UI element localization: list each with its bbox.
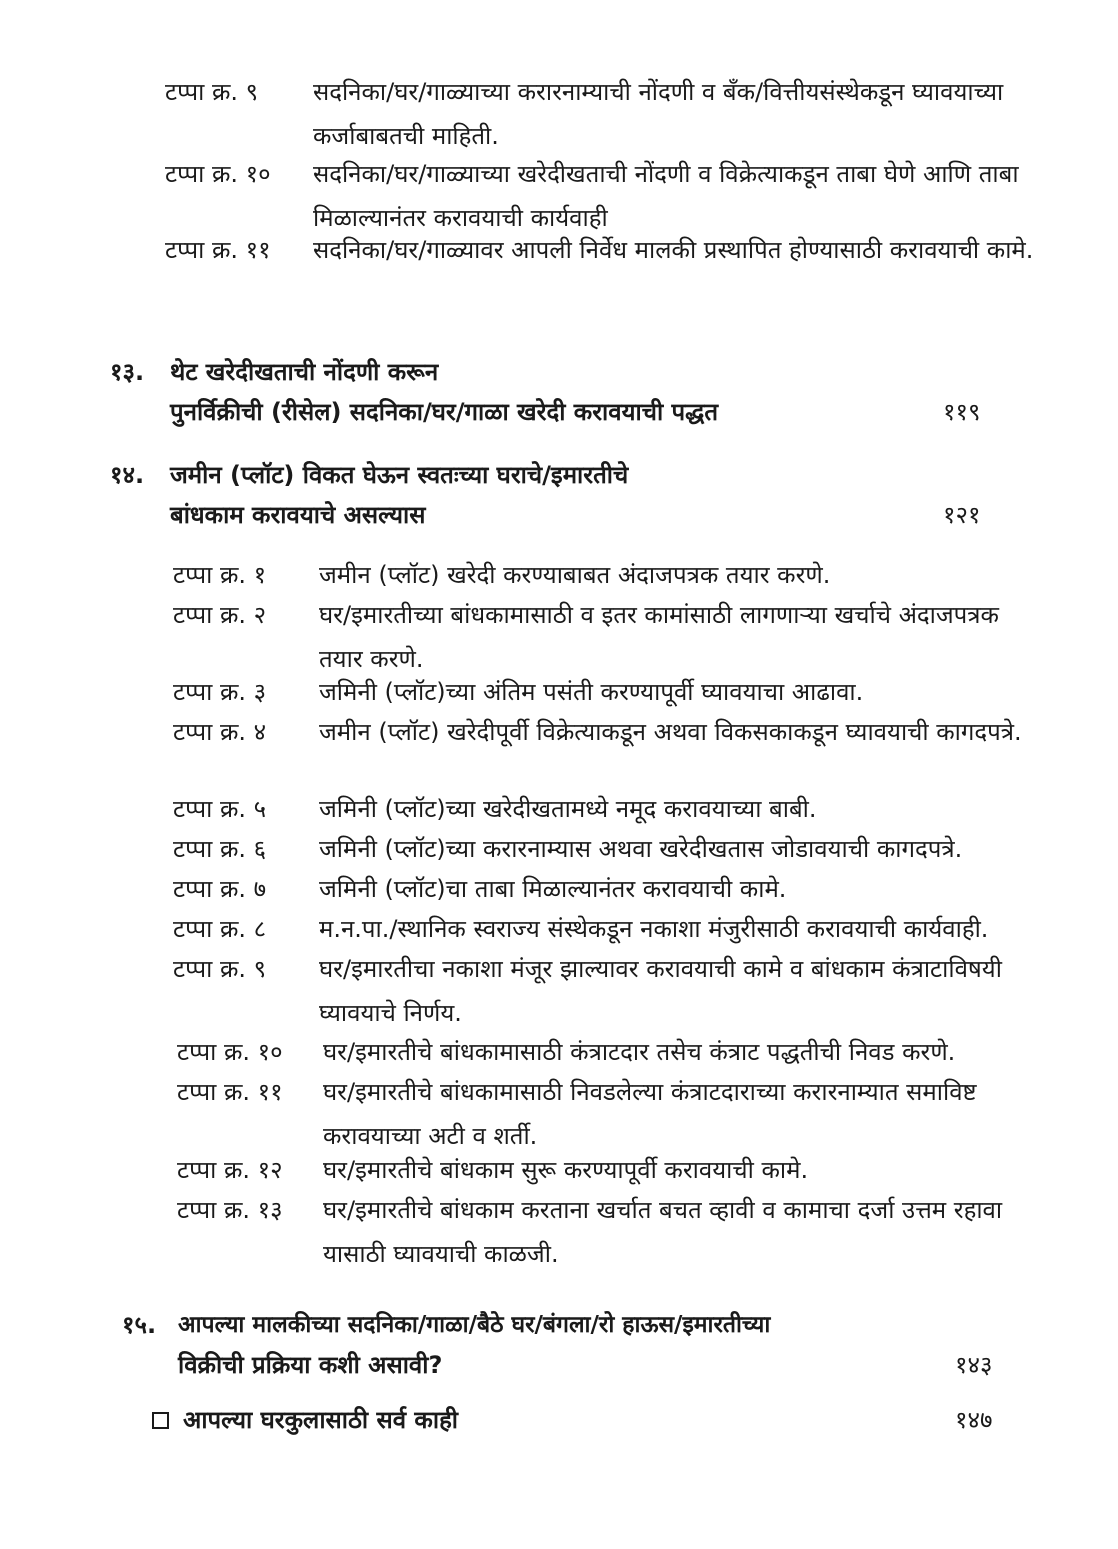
section-number: १३. [110, 358, 145, 386]
step-item [173, 787, 1043, 831]
step-label: टप्पा क्र. ११ [177, 1078, 283, 1106]
page-number: १२१ [943, 501, 981, 529]
step-text: सदनिका/घर/गाळ्याच्या करारनाम्याची नोंदणी व बँक/वित्तीयसंस्थेकडून घ्यावयाच्या कर्जाबाबतची माहिती. [313, 78, 1004, 150]
step-label: टप्पा क्र. ९ [165, 78, 259, 106]
page-number: १४७ [955, 1406, 993, 1434]
step-label: टप्पा क्र. १० [165, 160, 271, 188]
step-item [165, 228, 1040, 272]
step-label: टप्पा क्र. ११ [165, 236, 271, 264]
step-item [177, 1188, 1043, 1276]
section-number: १४. [110, 461, 145, 489]
step-item [173, 593, 1043, 681]
step-text: घर/इमारतीचे बांधकामासाठी कंत्राटदार तसेच कंत्राट पद्धतीची निवड करणे. [323, 1038, 956, 1066]
step-label: टप्पा क्र. ६ [173, 835, 267, 863]
section-15 [122, 1305, 1012, 1385]
step-item [173, 553, 1043, 597]
step-text: घर/इमारतीच्या बांधकामासाठी व इतर कामांसाठी लागणाऱ्या खर्चाचे अंदाजपत्रक तयार करणे. [319, 601, 999, 673]
step-label: टप्पा क्र. २ [173, 601, 267, 629]
step-item [173, 710, 1043, 754]
step-item [165, 152, 1040, 240]
step-text: जमीन (प्लॉट) खरेदी करण्याबाबत अंदाजपत्रक तयार करणे. [319, 561, 831, 589]
step-text: जमिनी (प्लॉट)चा ताबा मिळाल्यानंतर करावयाची कामे. [319, 875, 787, 903]
step-label: टप्पा क्र. १ [173, 561, 267, 589]
section-title-line1: थेट खरेदीखताची नोंदणी करून [170, 358, 439, 386]
step-item [173, 947, 1043, 1035]
section-number: १५. [122, 1311, 157, 1339]
section-title-line1: जमीन (प्लॉट) विकत घेऊन स्वतःच्या घराचे/इमारतीचे [170, 461, 629, 489]
step-item [173, 827, 1043, 871]
step-label: टप्पा क्र. ७ [173, 875, 267, 903]
step-label: टप्पा क्र. १२ [177, 1156, 283, 1184]
step-item [177, 1030, 1043, 1074]
step-item [173, 907, 1043, 951]
step-text: जमिनी (प्लॉट)च्या अंतिम पसंती करण्यापूर्वी घ्यावयाचा आढावा. [319, 678, 864, 706]
step-item [173, 867, 1043, 911]
step-label: टप्पा क्र. ९ [173, 955, 267, 983]
step-item [177, 1148, 1043, 1192]
step-label: टप्पा क्र. ८ [173, 915, 267, 943]
step-text: म.न.पा./स्थानिक स्वराज्य संस्थेकडून नकाशा मंजुरीसाठी करावयाची कार्यवाही. [319, 915, 989, 943]
bullet-item [152, 1400, 1012, 1440]
section-title-line1: आपल्या मालकीच्या सदनिका/गाळा/बैठे घर/बंगला/रो हाऊस/इमारतीच्या [178, 1312, 771, 1338]
step-label: टप्पा क्र. ३ [173, 678, 267, 706]
step-text: सदनिका/घर/गाळ्यावर आपली निर्वेध मालकी प्रस्थापित होण्यासाठी करावयाची कामे. [313, 236, 1034, 264]
step-label: टप्पा क्र. ५ [173, 795, 267, 823]
step-label: टप्पा क्र. १३ [177, 1196, 283, 1224]
step-item [177, 1070, 1043, 1158]
step-text: घर/इमारतीचे बांधकाम करताना खर्चात बचत व्हावी व कामाचा दर्जा उत्तम रहावा यासाठी घ्यावयाची काळजी. [323, 1196, 1003, 1268]
checkbox-icon [152, 1412, 169, 1429]
section-title-line2: बांधकाम करावयाचे असल्यास [170, 501, 426, 529]
section-13 [110, 352, 1010, 432]
step-text: जमीन (प्लॉट) खरेदीपूर्वी विक्रेत्याकडून अथवा विकसकाकडून घ्यावयाची कागदपत्रे. [319, 718, 1022, 746]
page-number: १४३ [955, 1351, 993, 1379]
step-text: घर/इमारतीचा नकाशा मंजूर झाल्यावर करावयाची कामे व बांधकाम कंत्राटाविषयी घ्यावयाचे निर्णय. [319, 955, 1002, 1027]
section-title-line2: पुनर्विक्रीची (रीसेल) सदनिका/घर/गाळा खरेदी करावयाची पद्धत [170, 398, 719, 426]
section-title-line2: विक्रीची प्रक्रिया कशी असावी? [178, 1351, 443, 1379]
bullet-text: आपल्या घरकुलासाठी सर्व काही [183, 1406, 459, 1434]
step-label: टप्पा क्र. ४ [173, 718, 267, 746]
page-number: ११९ [943, 398, 981, 426]
step-item [173, 670, 1043, 714]
step-item [165, 70, 1040, 158]
step-text: सदनिका/घर/गाळ्याच्या खरेदीखताची नोंदणी व विक्रेत्याकडून ताबा घेणे आणि ताबा मिळाल्यानंतर करावयाची कार्यवाही [313, 160, 1019, 232]
step-text: घर/इमारतीचे बांधकामासाठी निवडलेल्या कंत्राटदाराच्या करारनाम्यात समाविष्ट करावयाच्या अटी व शर्ती. [323, 1078, 977, 1150]
step-text: घर/इमारतीचे बांधकाम सुरू करण्यापूर्वी करावयाची कामे. [323, 1156, 809, 1184]
section-14 [110, 455, 1010, 535]
step-text: जमिनी (प्लॉट)च्या खरेदीखतामध्ये नमूद करावयाच्या बाबी. [319, 795, 817, 823]
step-label: टप्पा क्र. १० [177, 1038, 283, 1066]
step-text: जमिनी (प्लॉट)च्या करारनाम्यास अथवा खरेदीखतास जोडावयाची कागदपत्रे. [319, 835, 963, 863]
